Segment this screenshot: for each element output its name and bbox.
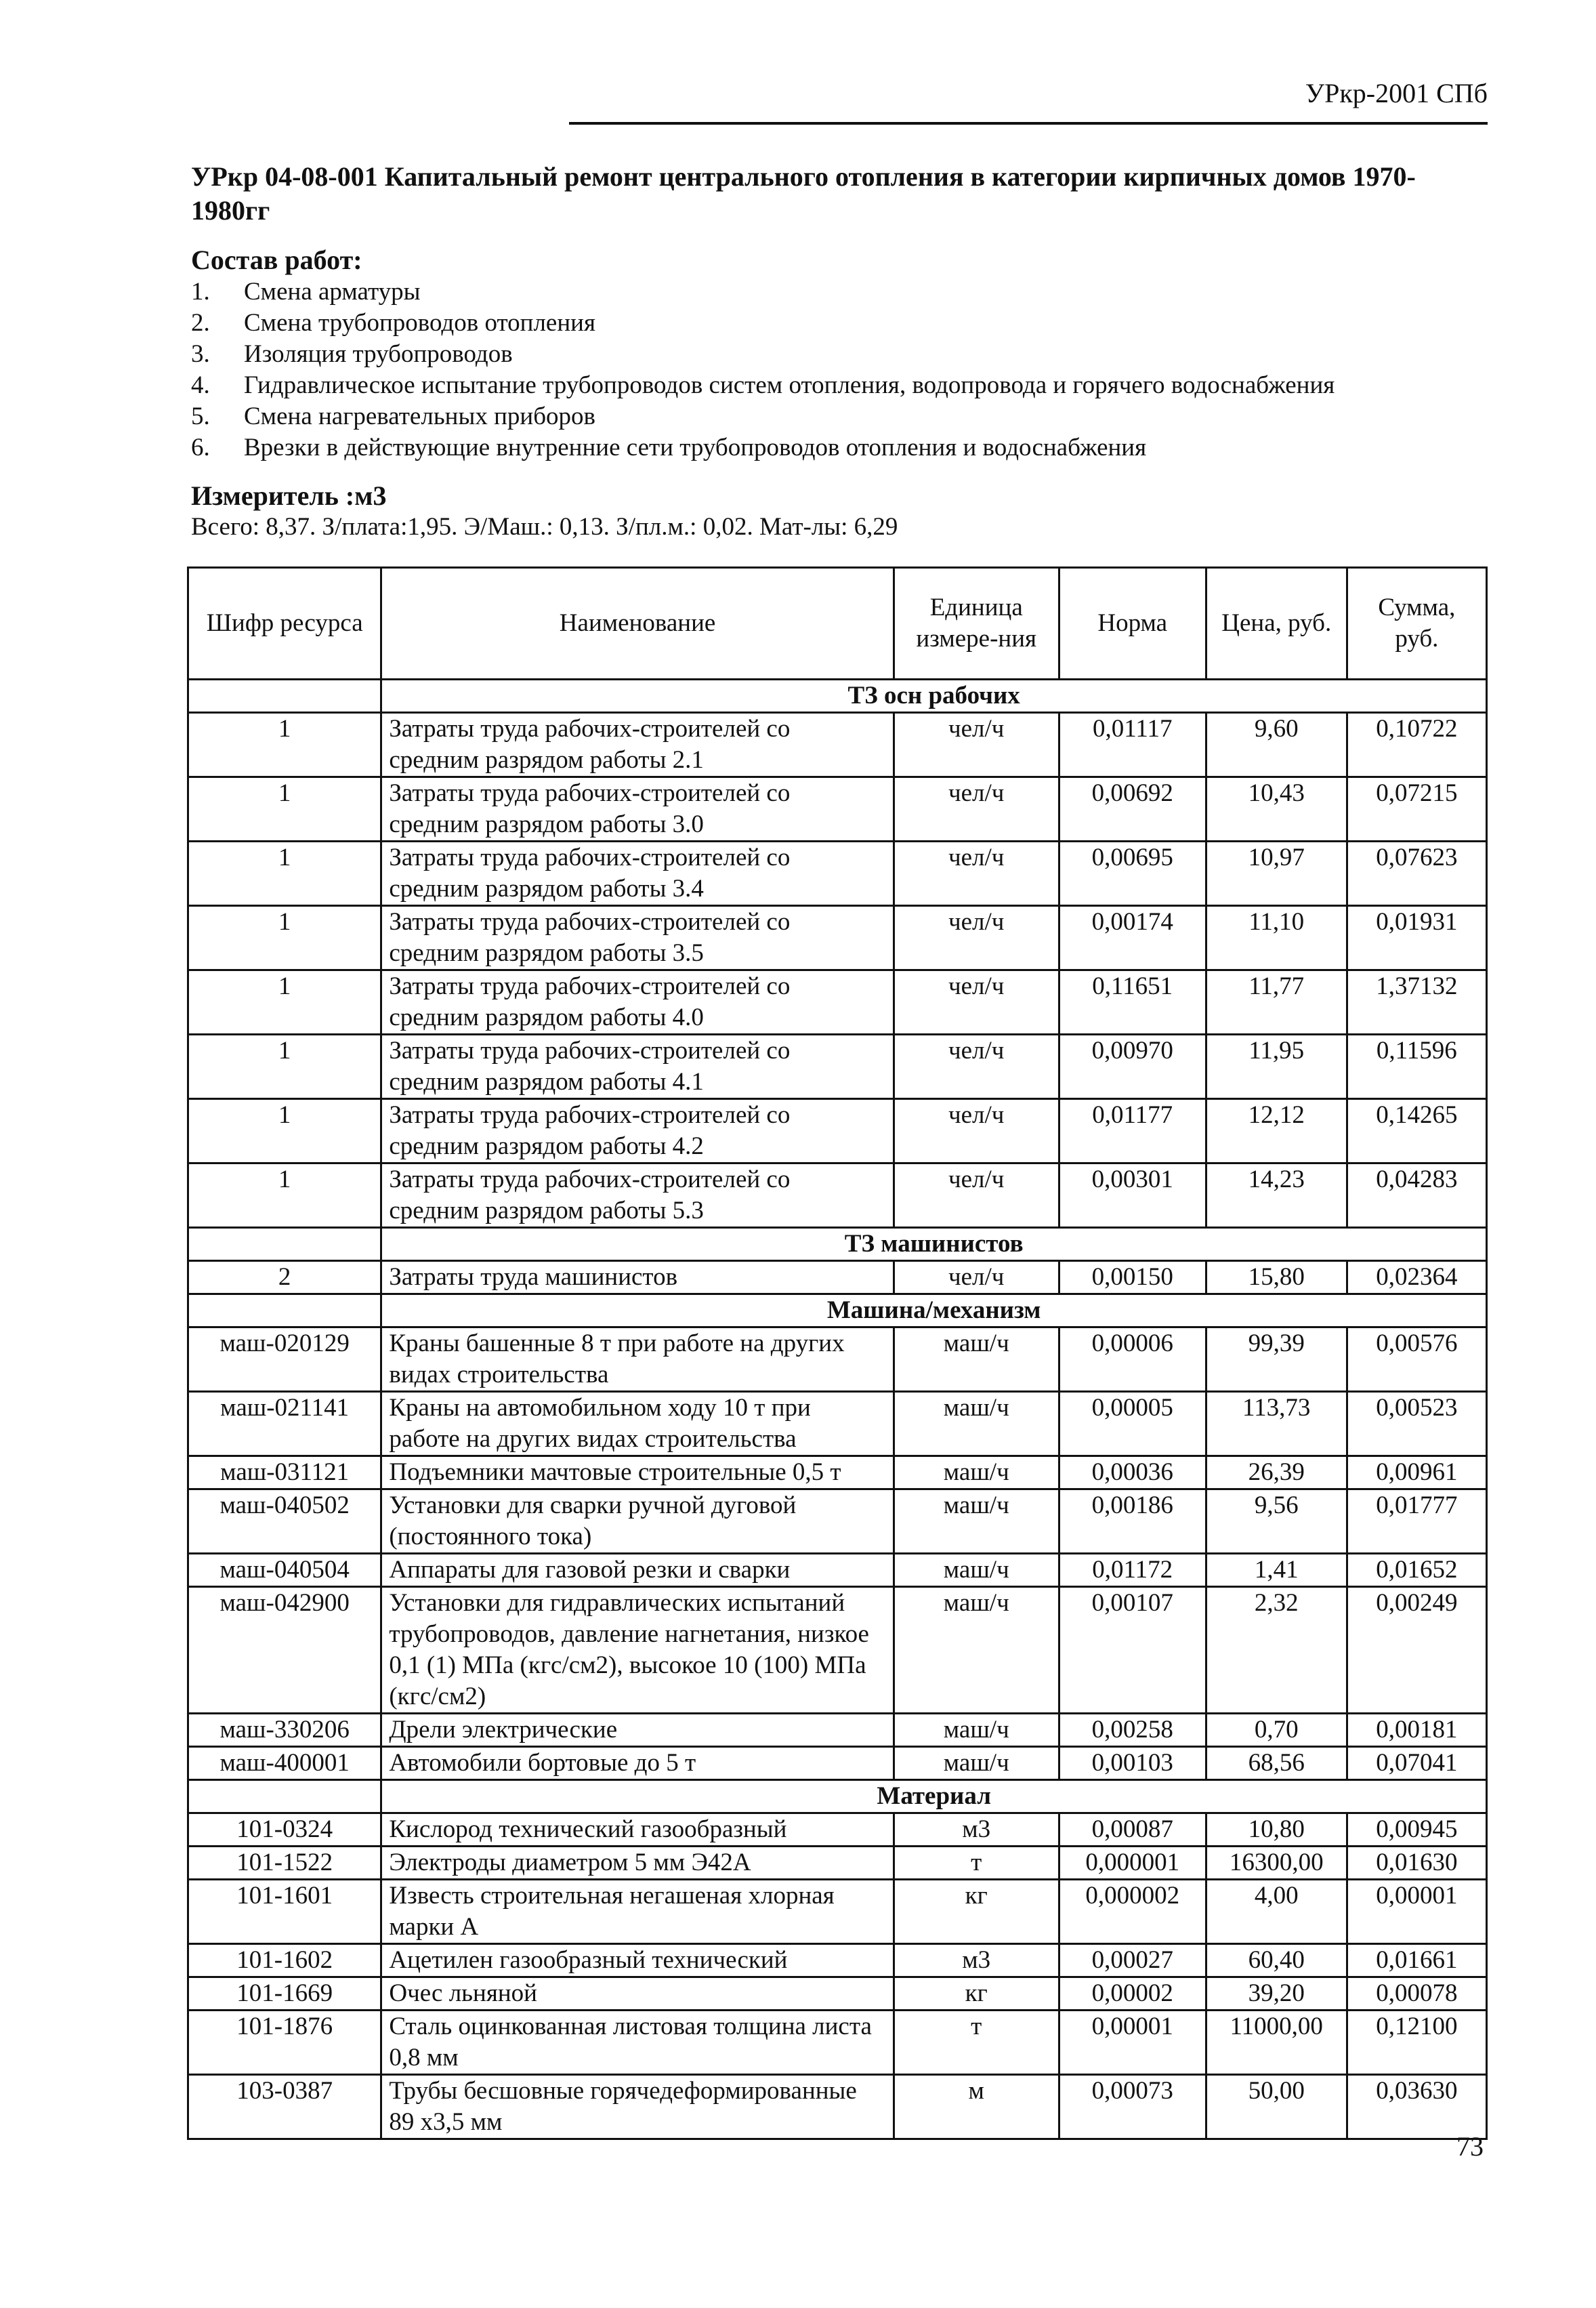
cell-sum: 0,01931 (1347, 906, 1486, 970)
cell-price: 10,97 (1206, 842, 1347, 906)
cell-sum: 1,37132 (1347, 970, 1486, 1035)
cell-code: 101-0324 (188, 1813, 381, 1847)
work-item-number: 4. (191, 371, 210, 399)
works-label: Состав работ: (191, 245, 362, 275)
table-row (188, 777, 1487, 842)
table-row (188, 1099, 1487, 1163)
table-row (188, 1035, 1487, 1099)
cell-name: Электроды диаметром 5 мм Э42А (381, 1847, 894, 1880)
cell-code: 101-1522 (188, 1847, 381, 1880)
cell-code: 1 (188, 1035, 381, 1099)
cell-name: Краны на автомобильном ходу 10 т при работе на других видах строительства (381, 1392, 894, 1456)
cell-unit: маш/ч (894, 1489, 1059, 1554)
cell-name: Дрели электрические (381, 1714, 894, 1747)
cell-norm: 0,01117 (1059, 713, 1206, 777)
cell-norm: 0,00103 (1059, 1747, 1206, 1780)
cell-sum: 0,10722 (1347, 713, 1486, 777)
header-code: Шифр ресурса (188, 568, 381, 680)
work-item (191, 339, 1488, 370)
work-item (191, 401, 1488, 432)
cell-norm: 0,000001 (1059, 1847, 1206, 1880)
cell-code: 101-1601 (188, 1880, 381, 1944)
cell-name: Кислород технический газообразный (381, 1813, 894, 1847)
cell-sum: 0,00001 (1347, 1880, 1486, 1944)
cell-code: маш-400001 (188, 1747, 381, 1780)
cell-sum: 0,01661 (1347, 1944, 1486, 1977)
cell-sum: 0,12100 (1347, 2011, 1486, 2075)
cell-price: 11000,00 (1206, 2011, 1347, 2075)
cell-code: маш-330206 (188, 1714, 381, 1747)
cell-unit: маш/ч (894, 1456, 1059, 1489)
cost-totals: Всего: 8,37. З/плата:1,95. Э/Маш.: 0,13. З/пл.м.: 0,02. Мат-лы: 6,29 (191, 513, 898, 541)
cell-unit: маш/ч (894, 1327, 1059, 1392)
table-row (188, 1587, 1487, 1714)
table-header-row (188, 568, 1487, 680)
cell-sum: 0,00945 (1347, 1813, 1486, 1847)
cell-unit: маш/ч (894, 1747, 1059, 1780)
cell-norm: 0,00002 (1059, 1977, 1206, 2011)
cell-name: Затраты труда рабочих-строителей со средним разрядом работы 4.2 (381, 1099, 894, 1163)
cell-name: Затраты труда рабочих-строителей со средним разрядом работы 4.0 (381, 970, 894, 1035)
cell-norm: 0,00073 (1059, 2075, 1206, 2139)
cell-sum: 0,00078 (1347, 1977, 1486, 2011)
cell-unit: м3 (894, 1813, 1059, 1847)
cell-norm: 0,00087 (1059, 1813, 1206, 1847)
cell-sum: 0,00181 (1347, 1714, 1486, 1747)
table-row (188, 2011, 1487, 2075)
work-item (191, 432, 1488, 463)
cell-price: 9,56 (1206, 1489, 1347, 1554)
group-header-blank (188, 1294, 381, 1327)
cell-sum: 0,00523 (1347, 1392, 1486, 1456)
cell-unit: чел/ч (894, 906, 1059, 970)
table-row (188, 1714, 1487, 1747)
work-item-number: 3. (191, 340, 210, 368)
cell-unit: чел/ч (894, 777, 1059, 842)
cell-price: 14,23 (1206, 1163, 1347, 1228)
work-item-text: Смена арматуры (244, 278, 421, 306)
header-unit: Единица измере-ния (894, 568, 1059, 680)
cell-sum: 0,01777 (1347, 1489, 1486, 1554)
cell-norm: 0,01172 (1059, 1554, 1206, 1587)
cell-price: 16300,00 (1206, 1847, 1347, 1880)
cell-norm: 0,00005 (1059, 1392, 1206, 1456)
group-title: ТЗ осн рабочих (381, 680, 1487, 713)
document-code: УРкр-2001 СПб (1305, 78, 1488, 108)
work-item (191, 370, 1488, 401)
cell-sum: 0,00576 (1347, 1327, 1486, 1392)
cell-price: 2,32 (1206, 1587, 1347, 1714)
cell-unit: чел/ч (894, 713, 1059, 777)
cell-code: 1 (188, 1099, 381, 1163)
cell-name: Ацетилен газообразный технический (381, 1944, 894, 1977)
cell-price: 11,77 (1206, 970, 1347, 1035)
cell-sum: 0,00249 (1347, 1587, 1486, 1714)
table-row (188, 1977, 1487, 2011)
cell-code: 101-1876 (188, 2011, 381, 2075)
cell-sum: 0,01652 (1347, 1554, 1486, 1587)
cell-name: Затраты труда рабочих-строителей со средним разрядом работы 3.4 (381, 842, 894, 906)
table-body (188, 680, 1487, 2139)
cell-norm: 0,00258 (1059, 1714, 1206, 1747)
cell-code: 101-1602 (188, 1944, 381, 1977)
table-row (188, 1747, 1487, 1780)
table-row (188, 1880, 1487, 1944)
cell-norm: 0,00036 (1059, 1456, 1206, 1489)
cell-name: Затраты труда рабочих-строителей со средним разрядом работы 5.3 (381, 1163, 894, 1228)
table-row (188, 842, 1487, 906)
work-item (191, 276, 1488, 308)
group-header-row (188, 1228, 1487, 1261)
meter-label: Измеритель :м3 (191, 480, 387, 511)
group-header-blank (188, 680, 381, 713)
cell-norm: 0,00150 (1059, 1261, 1206, 1294)
cell-name: Аппараты для газовой резки и сварки (381, 1554, 894, 1587)
cell-code: маш-021141 (188, 1392, 381, 1456)
header-name: Наименование (381, 568, 894, 680)
cell-unit: чел/ч (894, 970, 1059, 1035)
cell-price: 68,56 (1206, 1747, 1347, 1780)
cell-name: Известь строительная негашеная хлорная марки А (381, 1880, 894, 1944)
cell-code: маш-042900 (188, 1587, 381, 1714)
cell-unit: маш/ч (894, 1714, 1059, 1747)
cell-norm: 0,11651 (1059, 970, 1206, 1035)
cell-norm: 0,00107 (1059, 1587, 1206, 1714)
cell-price: 50,00 (1206, 2075, 1347, 2139)
cell-unit: м (894, 2075, 1059, 2139)
cell-price: 9,60 (1206, 713, 1347, 777)
cell-norm: 0,00692 (1059, 777, 1206, 842)
cell-unit: чел/ч (894, 1261, 1059, 1294)
cell-name: Затраты труда рабочих-строителей со средним разрядом работы 3.0 (381, 777, 894, 842)
cell-code: 1 (188, 777, 381, 842)
work-item (191, 308, 1488, 339)
cell-sum: 0,07041 (1347, 1747, 1486, 1780)
cell-sum: 0,04283 (1347, 1163, 1486, 1228)
header-price: Цена, руб. (1206, 568, 1347, 680)
cell-code: 1 (188, 713, 381, 777)
cell-code: 2 (188, 1261, 381, 1294)
group-title: Материал (381, 1780, 1487, 1813)
document-body (191, 160, 1488, 542)
cell-unit: кг (894, 1880, 1059, 1944)
cell-price: 12,12 (1206, 1099, 1347, 1163)
cell-price: 113,73 (1206, 1392, 1347, 1456)
table-row (188, 713, 1487, 777)
cell-code: маш-040502 (188, 1489, 381, 1554)
header-sum: Сумма, руб. (1347, 568, 1486, 680)
cell-sum: 0,00961 (1347, 1456, 1486, 1489)
cell-price: 10,43 (1206, 777, 1347, 842)
cell-price: 39,20 (1206, 1977, 1347, 2011)
work-item-text: Врезки в действующие внутренние сети трубопроводов отопления и водоснабжения (244, 434, 1147, 461)
cell-sum: 0,14265 (1347, 1099, 1486, 1163)
document-title: УРкр 04-08-001 Капитальный ремонт центрального отопления в категории кирпичных домов 1970-1980гг (191, 161, 1416, 226)
cell-code: маш-031121 (188, 1456, 381, 1489)
cell-unit: маш/ч (894, 1554, 1059, 1587)
group-header-blank (188, 1780, 381, 1813)
cell-sum: 0,02364 (1347, 1261, 1486, 1294)
work-item-number: 1. (191, 278, 210, 306)
table-row (188, 1456, 1487, 1489)
cell-price: 26,39 (1206, 1456, 1347, 1489)
cell-code: 101-1669 (188, 1977, 381, 2011)
cell-unit: чел/ч (894, 1163, 1059, 1228)
cell-price: 0,70 (1206, 1714, 1347, 1747)
cell-name: Очес льняной (381, 1977, 894, 2011)
cell-price: 11,95 (1206, 1035, 1347, 1099)
cell-norm: 0,00174 (1059, 906, 1206, 970)
cell-norm: 0,00695 (1059, 842, 1206, 906)
works-list (191, 276, 1488, 463)
cell-price: 4,00 (1206, 1880, 1347, 1944)
cell-price: 1,41 (1206, 1554, 1347, 1587)
cell-unit: маш/ч (894, 1392, 1059, 1456)
cell-code: маш-040504 (188, 1554, 381, 1587)
table-row (188, 970, 1487, 1035)
resource-table (187, 566, 1488, 2140)
cell-unit: т (894, 2011, 1059, 2075)
table-row (188, 2075, 1487, 2139)
group-title: ТЗ машинистов (381, 1228, 1487, 1261)
cell-code: 1 (188, 842, 381, 906)
work-item-text: Смена нагревательных приборов (244, 403, 595, 430)
group-header-row (188, 680, 1487, 713)
cell-norm: 0,000002 (1059, 1880, 1206, 1944)
cell-norm: 0,00186 (1059, 1489, 1206, 1554)
cell-norm: 0,00006 (1059, 1327, 1206, 1392)
work-item-text: Изоляция трубопроводов (244, 340, 513, 368)
cell-name: Затраты труда рабочих-строителей со средним разрядом работы 3.5 (381, 906, 894, 970)
cell-sum: 0,07215 (1347, 777, 1486, 842)
cell-sum: 0,11596 (1347, 1035, 1486, 1099)
cell-code: 1 (188, 970, 381, 1035)
cell-sum: 0,07623 (1347, 842, 1486, 906)
table-row (188, 906, 1487, 970)
group-title: Машина/механизм (381, 1294, 1487, 1327)
work-item-text: Гидравлическое испытание трубопроводов систем отопления, водопровода и горячего водоснабжения (244, 371, 1335, 399)
group-header-row (188, 1294, 1487, 1327)
table-row (188, 1392, 1487, 1456)
cell-price: 15,80 (1206, 1261, 1347, 1294)
cell-unit: кг (894, 1977, 1059, 2011)
cell-code: 1 (188, 906, 381, 970)
cell-unit: т (894, 1847, 1059, 1880)
cell-unit: чел/ч (894, 842, 1059, 906)
header-norm: Норма (1059, 568, 1206, 680)
cell-unit: чел/ч (894, 1099, 1059, 1163)
cell-norm: 0,00001 (1059, 2011, 1206, 2075)
cell-code: 103-0387 (188, 2075, 381, 2139)
cell-norm: 0,01177 (1059, 1099, 1206, 1163)
cell-price: 60,40 (1206, 1944, 1347, 1977)
cell-unit: чел/ч (894, 1035, 1059, 1099)
cell-name: Затраты труда рабочих-строителей со средним разрядом работы 2.1 (381, 713, 894, 777)
cell-code: 1 (188, 1163, 381, 1228)
cell-name: Установки для гидравлических испытаний трубопроводов, давление нагнетания, низкое 0,1 (1) МПа (кгс/см2), высокое 10 (100) МПа (кгс/см2) (381, 1587, 894, 1714)
cell-sum: 0,01630 (1347, 1847, 1486, 1880)
cell-price: 10,80 (1206, 1813, 1347, 1847)
cell-code: маш-020129 (188, 1327, 381, 1392)
cell-name: Затраты труда машинистов (381, 1261, 894, 1294)
table-row (188, 1489, 1487, 1554)
cell-name: Установки для сварки ручной дуговой (постоянного тока) (381, 1489, 894, 1554)
cell-norm: 0,00970 (1059, 1035, 1206, 1099)
cell-name: Автомобили бортовые до 5 т (381, 1747, 894, 1780)
cell-norm: 0,00027 (1059, 1944, 1206, 1977)
table-row (188, 1163, 1487, 1228)
work-item-number: 5. (191, 403, 210, 430)
cell-unit: м3 (894, 1944, 1059, 1977)
cell-norm: 0,00301 (1059, 1163, 1206, 1228)
cell-name: Затраты труда рабочих-строителей со средним разрядом работы 4.1 (381, 1035, 894, 1099)
cell-name: Подъемники мачтовые строительные 0,5 т (381, 1456, 894, 1489)
cell-name: Краны башенные 8 т при работе на других видах строительства (381, 1327, 894, 1392)
work-item-number: 2. (191, 309, 210, 337)
work-item-number: 6. (191, 434, 210, 461)
table-row (188, 1813, 1487, 1847)
cell-name: Трубы бесшовные горячедеформированные 89 х3,5 мм (381, 2075, 894, 2139)
page-number: 73 (1456, 2131, 1484, 2162)
group-header-blank (188, 1228, 381, 1261)
cell-name: Сталь оцинкованная листовая толщина листа 0,8 мм (381, 2011, 894, 2075)
work-item-text: Смена трубопроводов отопления (244, 309, 595, 337)
table-row (188, 1261, 1487, 1294)
running-header (569, 73, 1488, 125)
cell-sum: 0,03630 (1347, 2075, 1486, 2139)
table-row (188, 1327, 1487, 1392)
table-row (188, 1847, 1487, 1880)
table-row (188, 1944, 1487, 1977)
group-header-row (188, 1780, 1487, 1813)
cell-price: 99,39 (1206, 1327, 1347, 1392)
cell-unit: маш/ч (894, 1587, 1059, 1714)
table-row (188, 1554, 1487, 1587)
cell-price: 11,10 (1206, 906, 1347, 970)
